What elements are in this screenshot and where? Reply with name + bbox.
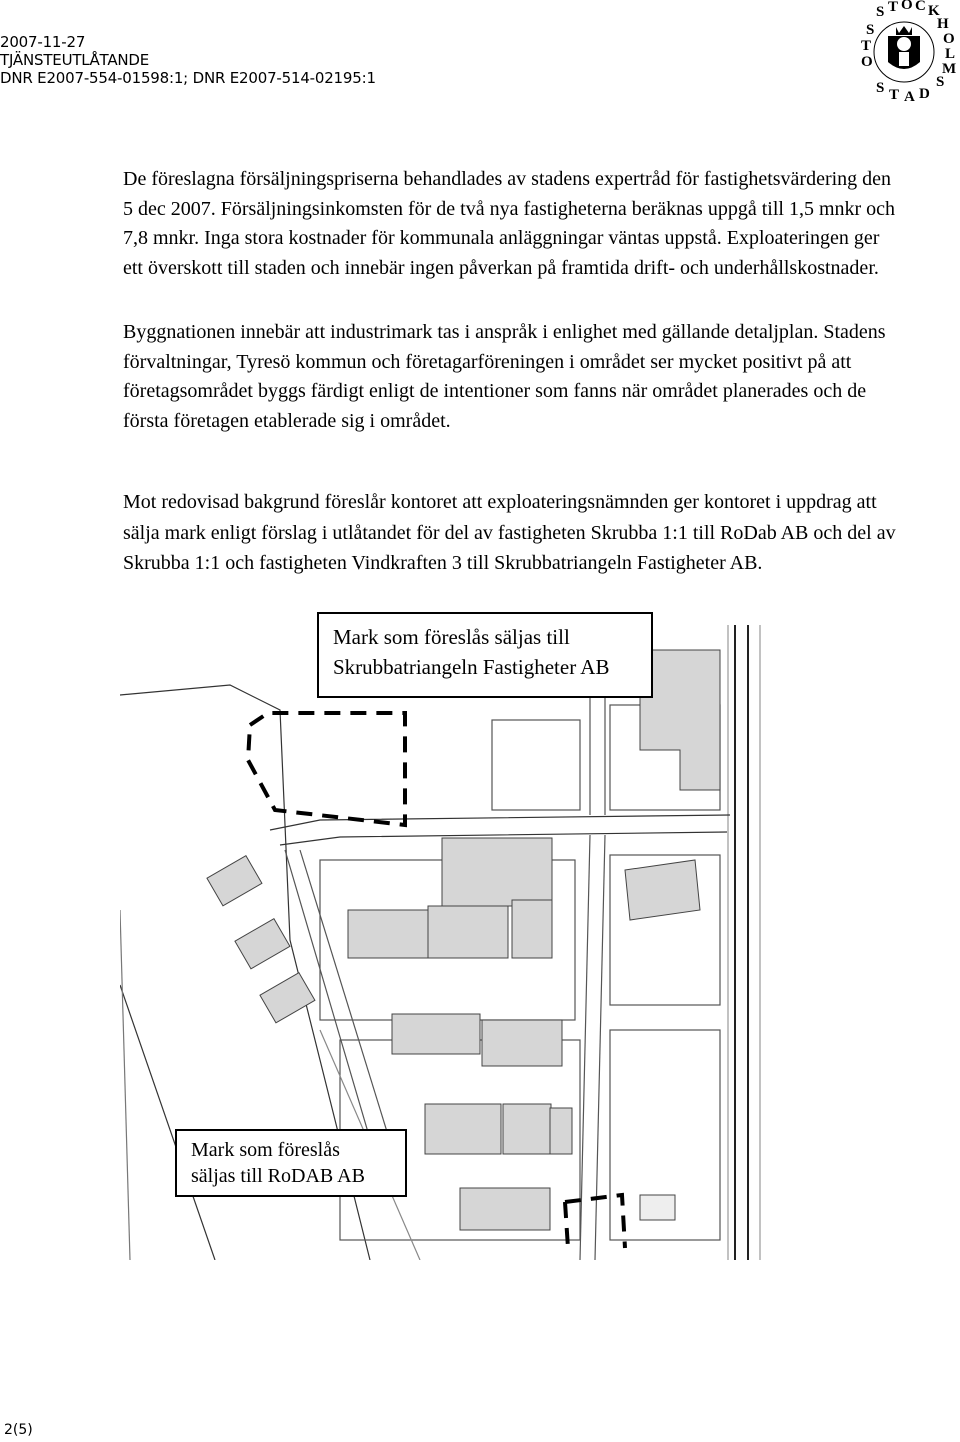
svg-text:K: K xyxy=(928,3,940,19)
svg-text:O: O xyxy=(943,31,955,47)
svg-text:T: T xyxy=(888,0,899,15)
paragraph-proposal: Mot redovisad bakgrund föreslår kontoret att exploateringsnämnden ger kontoret i uppdrag att sälja mark enligt förslag i utlåtandet för del av fastigheten Skrubba 1:1 till RoDab AB och del av Skrubba 1:1 och fastigheten Vindkraften 3 till Skrubbatriangeln Fastigheter AB. xyxy=(123,491,896,574)
callout-skrubbatriangeln-line2: Skrubbatriangeln Fastigheter AB xyxy=(333,655,610,679)
svg-text:S: S xyxy=(936,74,945,90)
svg-text:S: S xyxy=(866,22,875,38)
callout-rodab-line1: Mark som föreslås xyxy=(191,1139,340,1161)
page-number: 2(5) xyxy=(4,1422,33,1438)
svg-text:D: D xyxy=(919,86,930,102)
callout-rodab-line2: säljas till RoDAB AB xyxy=(191,1165,365,1187)
document-dnr: DNR E2007-554-01598:1; DNR E2007-514-02195:1 xyxy=(0,69,376,87)
svg-text:L: L xyxy=(945,46,956,62)
svg-text:T: T xyxy=(889,87,900,103)
paragraph-pricing: De föreslagna försäljningspriserna behandlades av stadens expertråd för fastighetsvärdering den 5 dec 2007. Försäljningsinkomsten för de två nya fastigheterna beräknas uppgå till 1,5 mnkr och 7,8 mnkr. Inga stora kostnader för kommunala anläggningar väntas uppstå. Exploateringen ger ett överskott till staden och innebär ingen påverkan på framtida drift- och underhållskostnader. xyxy=(123,168,896,279)
svg-text:C: C xyxy=(915,0,926,14)
svg-text:M: M xyxy=(942,61,956,77)
svg-text:O: O xyxy=(901,0,913,13)
document-date: 2007-11-27 xyxy=(0,33,86,51)
callout-skrubbatriangeln-line1: Mark som föreslås säljas till xyxy=(333,625,570,649)
document-type: TJÄNSTEUTLÅTANDE xyxy=(0,51,150,69)
svg-text:T: T xyxy=(861,38,872,54)
callout-skrubbatriangeln xyxy=(317,612,653,698)
svg-text:H: H xyxy=(937,16,949,32)
paragraph-construction: Byggnationen innebär att industrimark tas i anspråk i enlighet med gällande detaljplan. Stadens förvaltningar, Tyresö kommun och företagarföreningen i området ser mycket positivt på att företagsområdet byggs färdigt enligt de intentioner som fanns när området planerades och de första företagen etablerade sig i området. xyxy=(123,321,886,432)
svg-text:S: S xyxy=(876,4,885,20)
callout-rodab xyxy=(175,1129,407,1197)
stockholm-crest-icon xyxy=(852,0,956,104)
svg-text:A: A xyxy=(904,89,915,104)
svg-text:O: O xyxy=(861,54,873,70)
svg-text:S: S xyxy=(876,80,885,96)
